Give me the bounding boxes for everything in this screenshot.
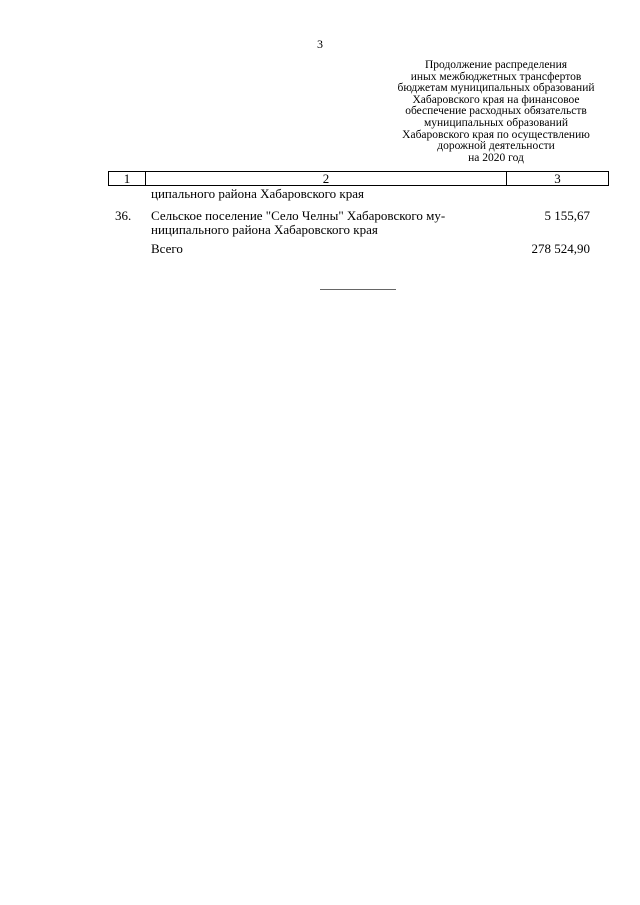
row-value: 5 155,67 — [544, 208, 590, 223]
header-line: Хабаровского края на финансовое — [412, 93, 580, 106]
total-label: Всего — [151, 241, 183, 256]
header-line: Хабаровского края по осуществлению — [402, 128, 590, 141]
row-name-line: ниципального района Хабаровского края — [151, 222, 378, 237]
end-of-document-rule — [320, 289, 396, 290]
header-line: иных межбюджетных трансфертов — [410, 70, 582, 83]
header-line: на 2020 год — [468, 151, 524, 164]
header-line: муниципальных образований — [423, 116, 569, 129]
header-line: дорожной деятельности — [437, 140, 555, 153]
column-header-2: 2 — [146, 172, 507, 185]
column-header-1: 1 — [109, 172, 146, 185]
continuation-text: ципального района Хабаровского края — [151, 186, 364, 201]
page-number: 3 — [317, 37, 323, 51]
row-number: 36. — [115, 208, 132, 223]
row-name-line: Сельское поселение "Село Челны" Хабаровского му- — [151, 208, 446, 223]
table-column-header-row — [108, 171, 609, 186]
header-line: бюджетам муниципальных образований — [397, 82, 595, 95]
header-line: Продолжение распределения — [424, 59, 568, 71]
column-header-3: 3 — [554, 171, 561, 186]
header-line: обеспечение расходных обязательств — [405, 105, 587, 118]
total-value: 278 524,90 — [531, 241, 590, 256]
appendix-header — [378, 60, 614, 164]
